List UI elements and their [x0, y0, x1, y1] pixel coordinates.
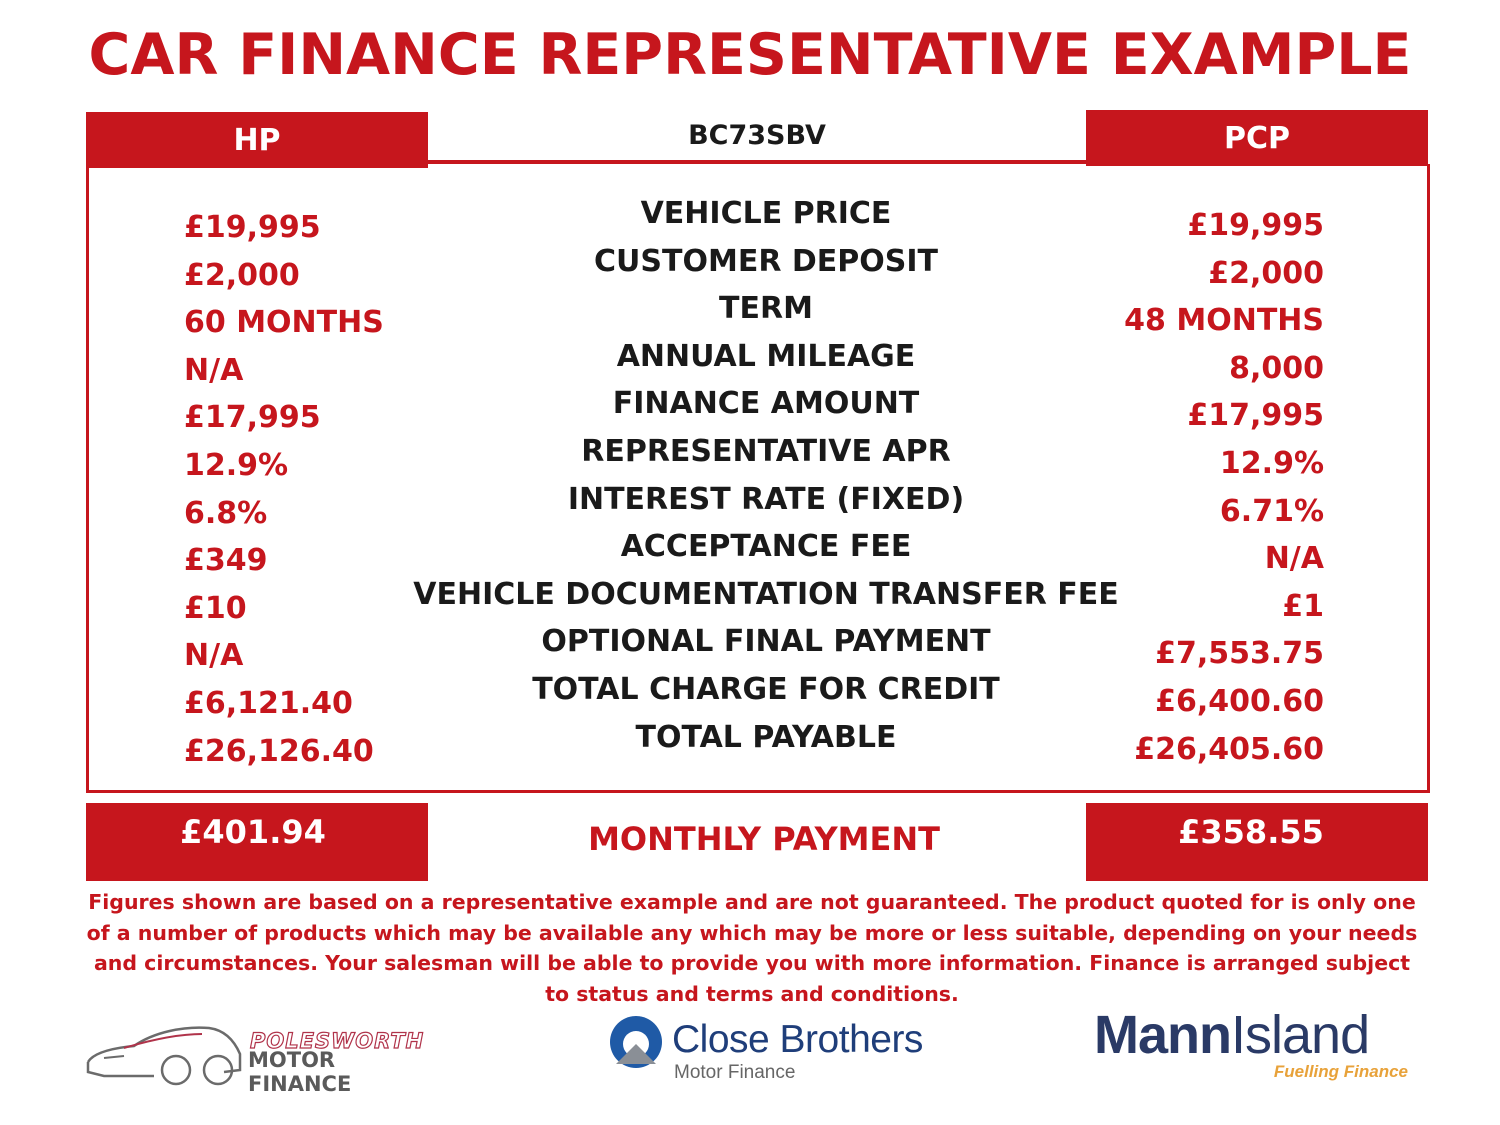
monthly-payment-label: MONTHLY PAYMENT [588, 820, 940, 858]
hp-value: £26,126.40 [184, 733, 374, 769]
row-label: ACCEPTANCE FEE [620, 529, 912, 565]
hp-value: 12.9% [184, 448, 289, 483]
polesworth-logo [84, 1012, 444, 1096]
hp-value: N/A [184, 638, 244, 674]
row-label: REPRESENTATIVE APR [581, 434, 951, 469]
row-label: FINANCE AMOUNT [612, 386, 920, 422]
hp-value: N/A [184, 352, 244, 388]
row-label: CUSTOMER DEPOSIT [594, 243, 938, 279]
hp-monthly-value: £401.94 [180, 813, 326, 851]
pcp-header: PCP [1086, 110, 1428, 166]
row-label: INTEREST RATE (FIXED) [567, 481, 965, 517]
registration-number: BC73SBV [428, 110, 1086, 164]
close-brothers-sub: Motor Finance [674, 1062, 796, 1083]
mann-island-name-a: Mann [1094, 1005, 1231, 1065]
row-label: TERM [719, 291, 813, 327]
hp-value: £10 [184, 590, 247, 626]
pcp-value: £2,000 [1208, 255, 1324, 291]
pcp-value: £26,405.60 [1134, 731, 1324, 767]
hp-value: £2,000 [184, 257, 300, 293]
close-brothers-logo [606, 1012, 946, 1092]
polesworth-line2: MOTOR FINANCE [248, 1048, 352, 1096]
row-label: OPTIONAL FINAL PAYMENT [541, 624, 991, 660]
row-label: ANNUAL MILEAGE [616, 338, 916, 374]
mann-island-sub: Fuelling Finance [1273, 1062, 1408, 1081]
mann-island-name [1094, 1004, 1369, 1066]
hp-value: £6,121.40 [184, 686, 353, 721]
pcp-value: £6,400.60 [1155, 684, 1324, 719]
hp-value: £349 [184, 543, 268, 579]
hp-header: HP [86, 112, 428, 168]
car-outline-icon [84, 1012, 254, 1092]
disclaimer-text: Figures shown are based on a representative example and are not guaranteed. The product quoted for is only one of a number of products which may be available any which may be more or less suitable, depending on your needs and circumstances. Your salesman will be able to provide you with more information. Finance is arranged subject to status and terms and conditions. [86, 890, 1418, 1006]
row-label: TOTAL PAYABLE [635, 719, 897, 755]
pcp-value: 8,000 [1229, 350, 1324, 386]
hp-value: 60 MONTHS [184, 305, 384, 341]
pcp-value: £7,553.75 [1155, 636, 1324, 672]
hp-value: £19,995 [184, 210, 321, 245]
pcp-value: N/A [1264, 541, 1324, 577]
pcp-value: £17,995 [1187, 398, 1324, 434]
pcp-monthly-value: £358.55 [1178, 813, 1324, 851]
hp-monthly-payment [86, 803, 428, 881]
pcp-value: £19,995 [1187, 208, 1324, 243]
mann-island-name-b: Island [1231, 1005, 1370, 1065]
table-row [86, 719, 1428, 774]
pcp-value: 6.71% [1219, 493, 1324, 529]
page-title: CAR FINANCE REPRESENTATIVE EXAMPLE [88, 22, 1412, 88]
row-label: VEHICLE DOCUMENTATION TRANSFER FEE [413, 576, 1119, 612]
row-label: VEHICLE PRICE [640, 196, 892, 231]
row-label: TOTAL CHARGE FOR CREDIT [532, 672, 1000, 707]
close-brothers-emblem-icon [608, 1014, 668, 1074]
hp-value: 6.8% [184, 495, 268, 531]
pcp-monthly-payment [1086, 803, 1428, 881]
pcp-value: £1 [1282, 588, 1324, 624]
close-brothers-name: Close Brothers [672, 1018, 923, 1061]
mann-island-logo [1094, 1005, 1414, 1088]
hp-value: £17,995 [184, 400, 321, 436]
pcp-value: 48 MONTHS [1124, 303, 1324, 339]
polesworth-line1: POLESWORTH [250, 1029, 425, 1053]
pcp-value: 12.9% [1219, 446, 1324, 481]
